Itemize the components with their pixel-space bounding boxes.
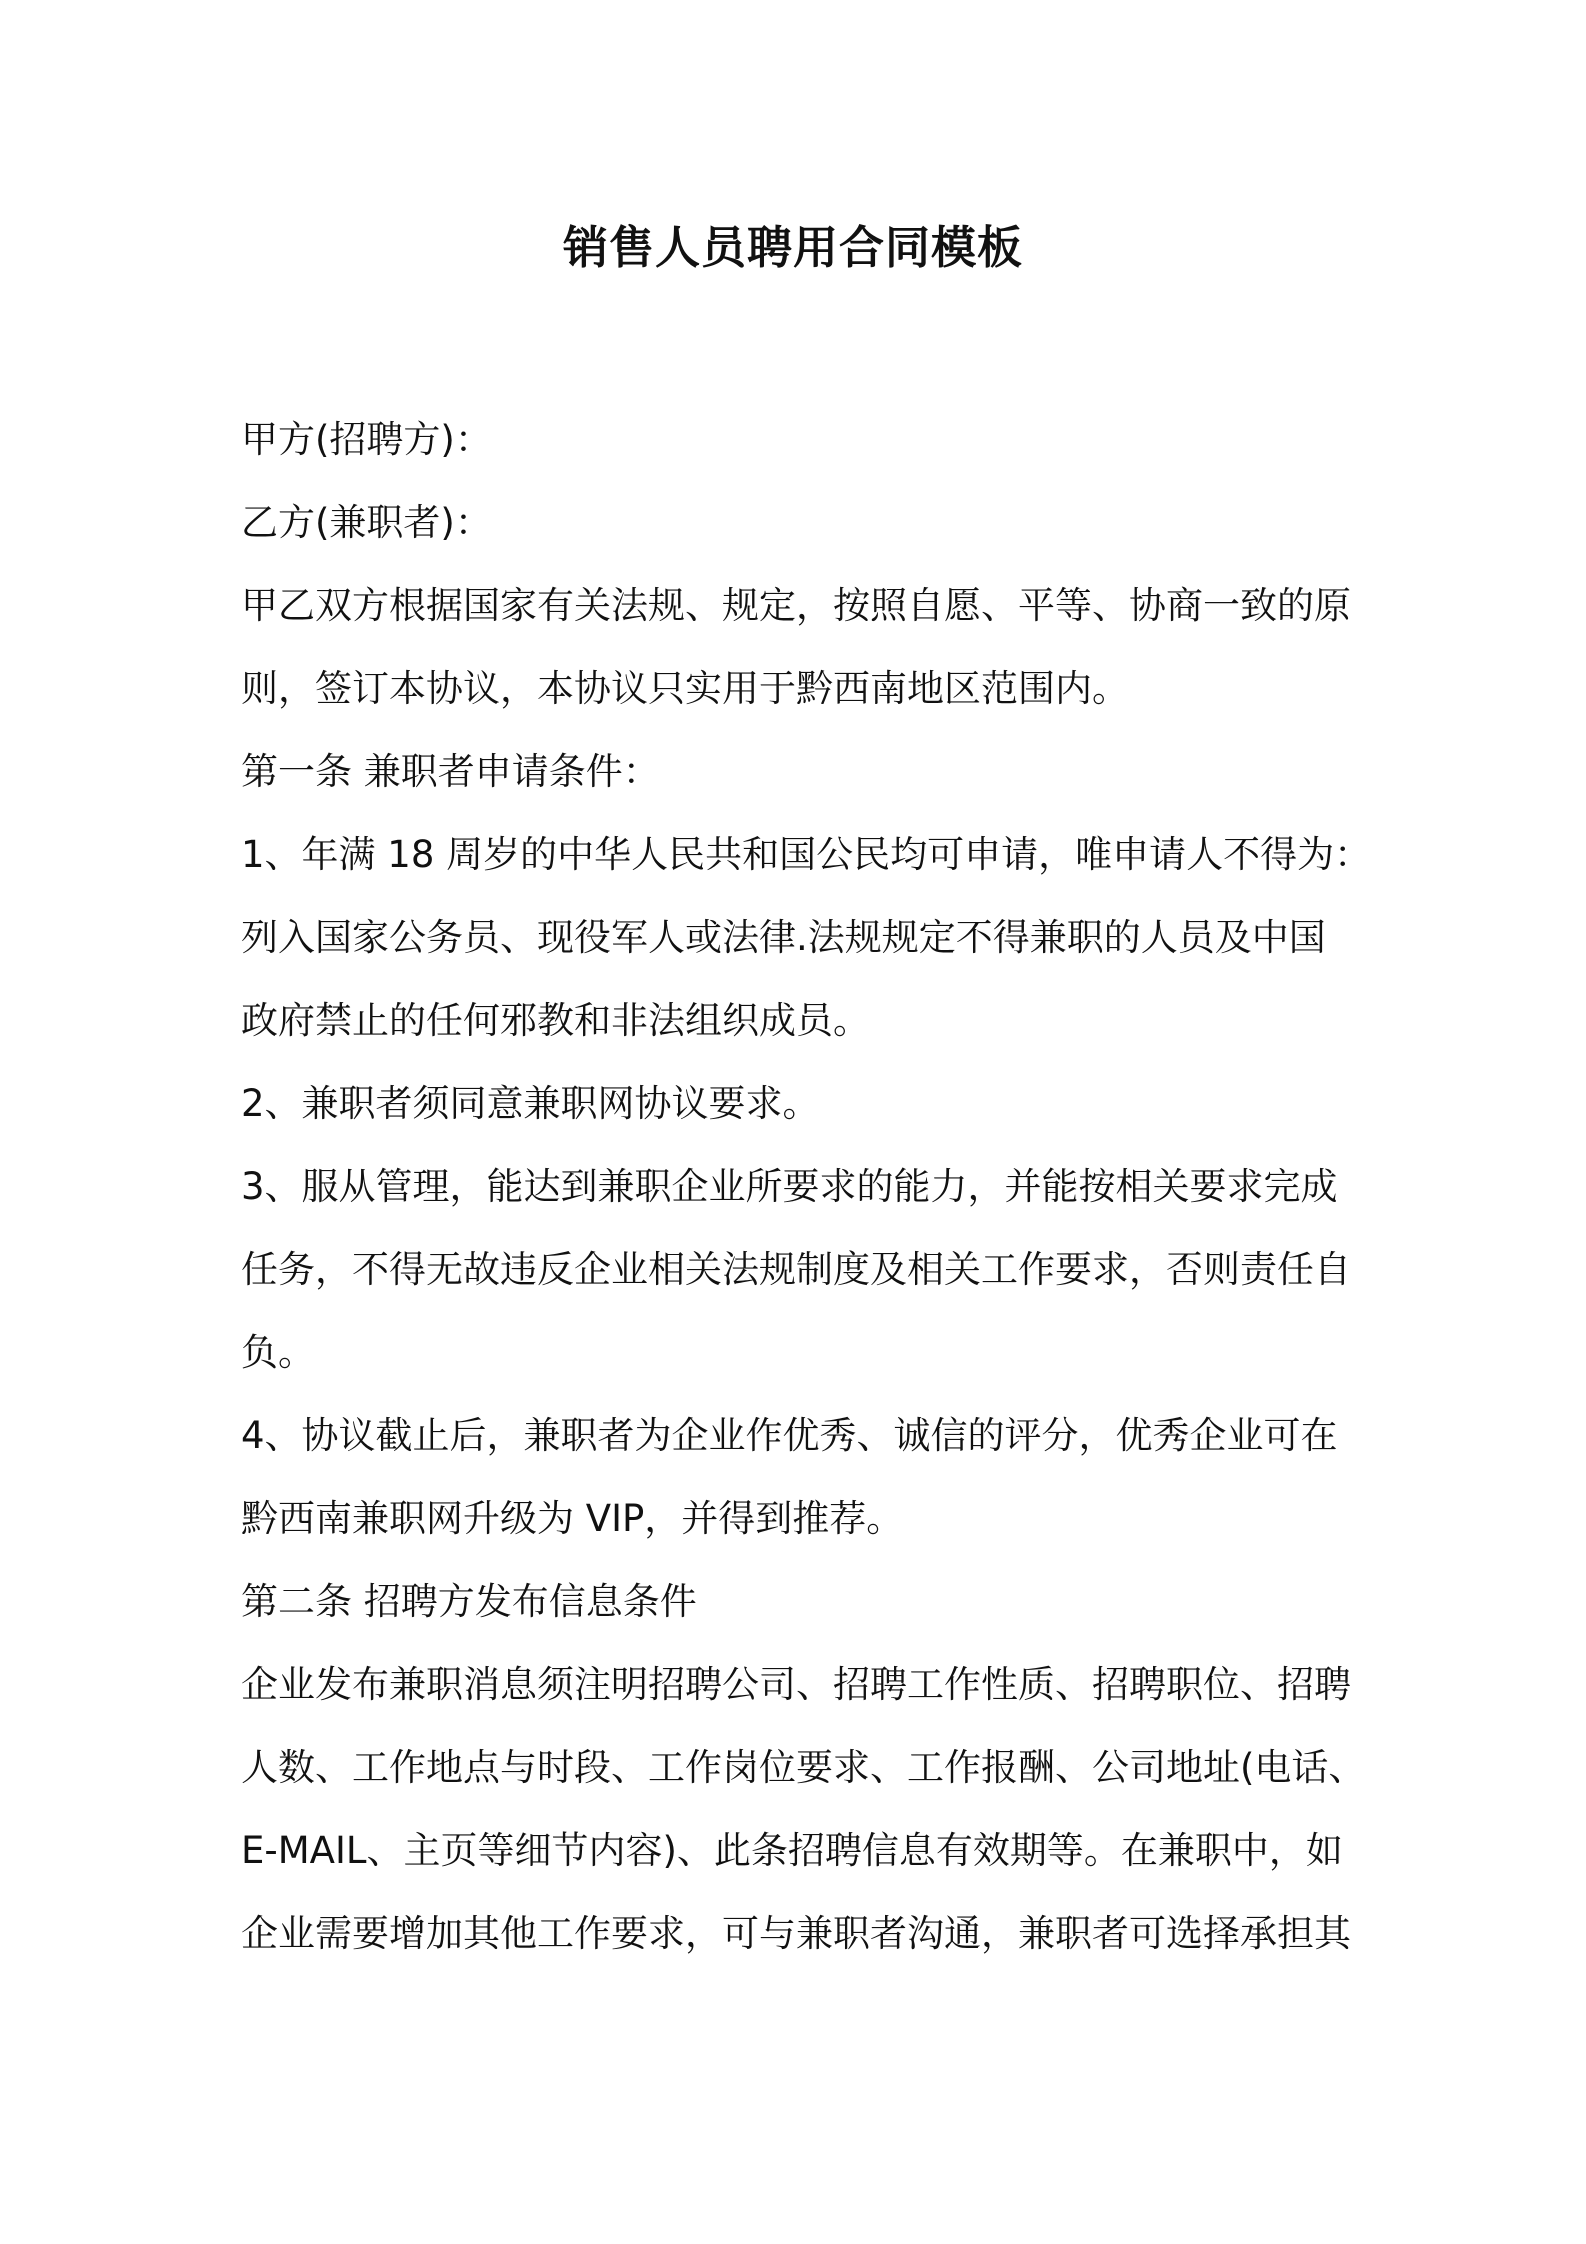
clause-4-line-2: 黔西南兼职网升级为 VIP，并得到推荐。 [241, 1497, 904, 1540]
clause-1-line-3: 政府禁止的任何邪教和非法组织成员。 [241, 999, 870, 1042]
article-2-line-3: E-MAIL、主页等细节内容)、此条招聘信息有效期等。在兼职中，如 [241, 1829, 1343, 1872]
article-2-line-4: 企业需要增加其他工作要求，可与兼职者沟通，兼职者可选择承担其 [241, 1912, 1351, 1955]
preamble-line-2: 则，签订本协议，本协议只实用于黔西南地区范围内。 [241, 667, 1129, 710]
clause-1-line-1: 1、年满 18 周岁的中华人民共和国公民均可申请，唯申请人不得为： [241, 833, 1372, 876]
article-2-line-1: 企业发布兼职消息须注明招聘公司、招聘工作性质、招聘职位、招聘 [241, 1663, 1351, 1706]
clause-4-line-1: 4、协议截止后，兼职者为企业作优秀、诚信的评分，优秀企业可在 [241, 1414, 1338, 1457]
article-1-heading: 第一条 兼职者申请条件： [241, 750, 660, 793]
article-2-line-2: 人数、工作地点与时段、工作岗位要求、工作报酬、公司地址(电话、 [241, 1746, 1366, 1789]
clause-3-line-2: 任务，不得无故违反企业相关法规制度及相关工作要求，否则责任自 [241, 1248, 1351, 1291]
clause-2-line: 2、兼职者须同意兼职网协议要求。 [241, 1082, 820, 1125]
preamble-line-1: 甲乙双方根据国家有关法规、规定，按照自愿、平等、协商一致的原 [241, 584, 1351, 627]
article-2-heading: 第二条 招聘方发布信息条件 [241, 1580, 697, 1623]
party-a-line: 甲方(招聘方)： [241, 418, 492, 461]
clause-3-line-1: 3、服从管理，能达到兼职企业所要求的能力，并能按相关要求完成 [241, 1165, 1338, 1208]
clause-3-line-3: 负。 [241, 1331, 315, 1374]
document-body [241, 398, 1372, 1975]
document-title: 销售人员聘用合同模板 [562, 221, 1023, 274]
clause-1-line-2: 列入国家公务员、现役军人或法律.法规规定不得兼职的人员及中国 [241, 916, 1326, 959]
party-b-line: 乙方(兼职者)： [241, 501, 492, 544]
